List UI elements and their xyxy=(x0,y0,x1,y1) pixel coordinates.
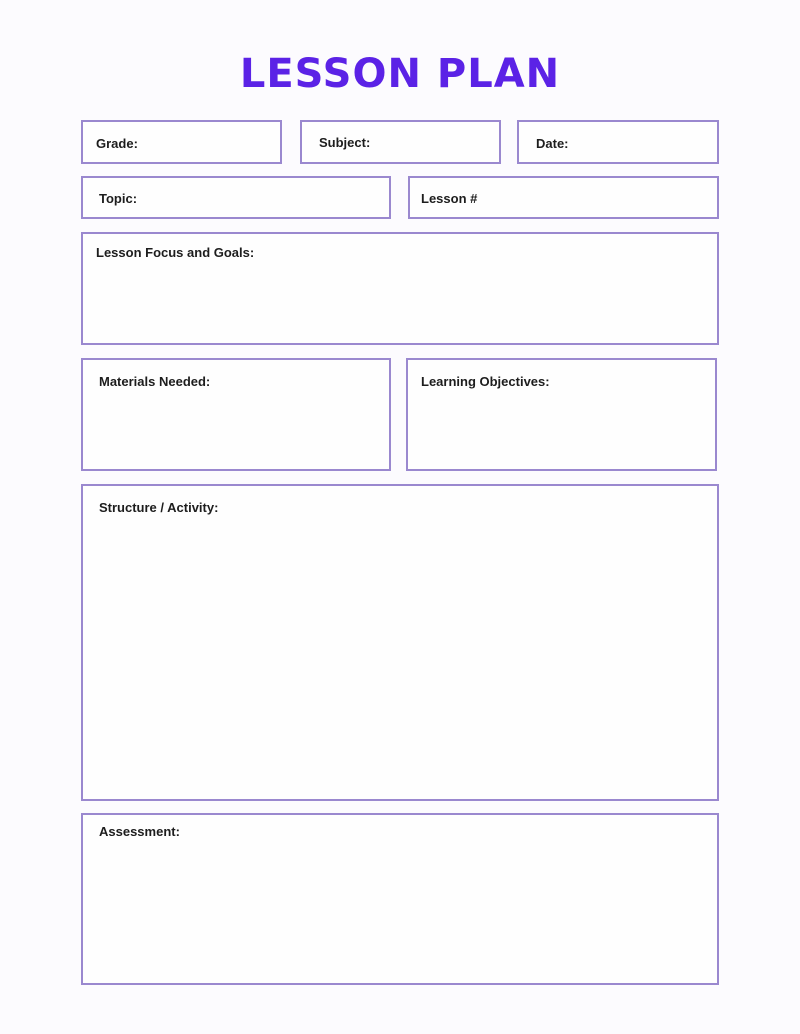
lesson-number-field[interactable] xyxy=(408,176,719,219)
date-label: Date: xyxy=(536,136,569,151)
grade-field[interactable] xyxy=(81,120,282,164)
assessment-label: Assessment: xyxy=(99,824,180,839)
topic-label: Topic: xyxy=(99,191,138,206)
date-field[interactable] xyxy=(517,120,719,164)
subject-label: Subject: xyxy=(319,135,371,150)
materials-field[interactable] xyxy=(81,358,391,471)
objectives-label: Learning Objectives: xyxy=(421,374,550,389)
assessment-field[interactable] xyxy=(81,813,719,985)
lesson-number-label: Lesson # xyxy=(421,191,478,206)
structure-activity-label: Structure / Activity: xyxy=(99,500,219,515)
objectives-field[interactable] xyxy=(406,358,717,471)
topic-field[interactable] xyxy=(81,176,391,219)
subject-field[interactable] xyxy=(300,120,501,164)
page-title: LESSON PLAN xyxy=(239,51,561,97)
structure-activity-field[interactable] xyxy=(81,484,719,801)
focus-goals-field[interactable] xyxy=(81,232,719,345)
grade-label: Grade: xyxy=(96,136,138,151)
materials-label: Materials Needed: xyxy=(99,374,211,389)
focus-goals-label: Lesson Focus and Goals: xyxy=(96,245,255,260)
